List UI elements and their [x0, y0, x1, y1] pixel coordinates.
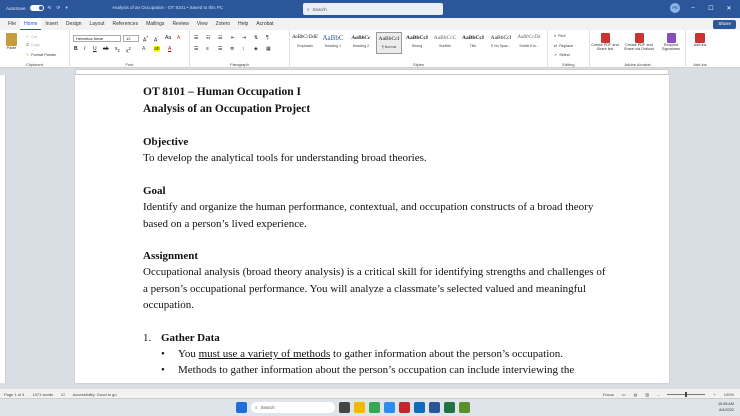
tab-layout[interactable]: Layout [89, 21, 105, 27]
replace-button[interactable]: ⇄ Replace [554, 43, 574, 48]
request-signatures-button[interactable]: Request Signatures [658, 33, 684, 51]
strikethrough-icon[interactable]: ab [103, 46, 109, 52]
clear-formatting-icon[interactable]: A [177, 35, 181, 41]
line-spacing-icon[interactable]: ↕ [242, 46, 245, 52]
scissors-icon: ✂ [26, 35, 30, 39]
list-item [143, 330, 613, 346]
style-heading-2[interactable]: AaBbCc Heading 2 [351, 35, 371, 48]
tab-acrobat[interactable]: Acrobat [256, 21, 274, 27]
tab-view[interactable]: View [196, 21, 208, 27]
status-bar [0, 388, 740, 398]
document-body[interactable] [143, 84, 613, 379]
subscript-icon[interactable]: $x_2$ [115, 46, 120, 53]
font-color-icon[interactable]: A [168, 46, 172, 52]
focus-button[interactable]: Focus [602, 391, 614, 397]
print-layout-icon[interactable]: ▤ [633, 391, 638, 397]
style-emphasis[interactable]: AaBbCcDdE Emphasis [292, 35, 318, 48]
excel-icon[interactable] [444, 402, 455, 413]
edge-icon[interactable] [384, 402, 395, 413]
pdf-outlook-icon [635, 33, 644, 43]
goal-text: Identify and organize the human performance, contextual, and occupation constructs of a broad theory based on a person’s lived experience. [143, 201, 594, 230]
objective-text: To develop the analytical tools for understanding broad theories. [143, 152, 427, 165]
shading-icon[interactable]: ◈ [254, 46, 258, 52]
step-heading: Gather Data [161, 331, 220, 344]
styles-label: Styles [413, 62, 424, 67]
align-left-icon[interactable]: ☰ [194, 46, 199, 52]
magnifier-icon: ⌕ [554, 34, 557, 38]
search-icon: ⌕ [255, 405, 258, 410]
taskbar-search[interactable]: ⌕ Search [251, 402, 335, 413]
clipboard-label: Clipboard [25, 62, 44, 67]
acrobat-group [590, 30, 686, 68]
word-count[interactable]: 1071 words [32, 392, 54, 397]
clipboard-group [0, 30, 70, 68]
grow-font-icon[interactable]: A^ [143, 35, 149, 44]
minimize-icon[interactable]: – [691, 5, 695, 11]
page-count[interactable]: Page 1 of 4 [4, 392, 25, 397]
web-layout-icon[interactable]: ▥ [645, 391, 650, 397]
autosave-label: AutoSave [6, 5, 26, 11]
sort-icon[interactable]: ⇅ [254, 35, 259, 41]
paste-button[interactable]: Paste [6, 33, 17, 50]
windows-taskbar [0, 398, 740, 416]
search-icon: ⌕ [307, 6, 310, 12]
bullet-text: You must use a variety of methods to gather information about the person’s occupation. [178, 348, 564, 361]
tab-references[interactable]: References [112, 21, 139, 27]
app-icon[interactable] [459, 402, 470, 413]
addins-group [686, 30, 714, 68]
chrome-icon[interactable] [369, 402, 380, 413]
search-box[interactable] [303, 3, 443, 15]
paragraph-group [190, 30, 290, 68]
file-explorer-icon[interactable] [354, 402, 365, 413]
bold-icon[interactable]: B [74, 46, 78, 52]
numbering-icon[interactable]: ☷ [206, 35, 211, 41]
proofing-icon[interactable]: ☑ [61, 392, 65, 397]
style-subtitle[interactable]: AaBbCcC Subtitle [433, 35, 457, 48]
avatar[interactable]: PB [670, 3, 680, 13]
increase-indent-icon[interactable]: ⇥ [242, 35, 247, 41]
assignment-heading: Assignment [143, 250, 199, 263]
tab-file[interactable]: File [8, 21, 17, 27]
decrease-indent-icon[interactable]: ⇤ [231, 35, 236, 41]
ribbon-tabs [0, 18, 740, 30]
assignment-text: Occupational analysis (broad theory analysis) is a critical skill for identifying strengths and challenges of a person’s occupational performance. You will analyze a classmate’s selected valued and meaningful occupation. [143, 266, 606, 312]
document-page[interactable] [75, 75, 669, 383]
addins-button[interactable]: Add-ins [688, 33, 712, 47]
style-subtle-emphasis[interactable]: AaBbCcDd Subtle Em... [517, 35, 541, 48]
share-button[interactable]: Share [713, 20, 736, 29]
font-label: Font [125, 62, 134, 67]
underline-icon[interactable]: U [93, 46, 97, 52]
copy-button[interactable]: ⧉ Copy [26, 43, 40, 47]
tab-mailings[interactable]: Mailings [146, 21, 165, 27]
replace-icon: ⇄ [554, 44, 558, 48]
justify-icon[interactable]: ≣ [230, 46, 235, 52]
style-heading-1[interactable]: AaBbC Heading 1 [322, 34, 344, 48]
signature-icon [667, 33, 676, 43]
style-title[interactable]: AaBbCcI Title [461, 35, 484, 48]
paragraph-label: Paragraph [230, 62, 249, 67]
align-center-icon[interactable]: ≡ [206, 46, 209, 52]
styles-group [290, 30, 548, 68]
italic-icon[interactable]: I [84, 46, 86, 52]
tab-review[interactable]: Review [172, 21, 189, 27]
bullet-icon: • [161, 364, 165, 377]
zoom-slider[interactable] [667, 394, 705, 395]
brush-icon: ✎ [26, 53, 30, 57]
quick-access-toolbar[interactable]: ⟲ ⟳ ▾ [47, 5, 70, 10]
bullets-icon[interactable]: ☰ [194, 35, 199, 41]
shrink-font-icon[interactable]: $A^ˇ$ [154, 35, 159, 44]
zoom-in-icon[interactable]: + [713, 391, 716, 397]
list-item [143, 362, 613, 378]
zoom-out-icon[interactable]: – [657, 391, 660, 397]
zoom-level[interactable]: 100% [723, 391, 734, 397]
acrobat-icon[interactable] [399, 402, 410, 413]
select-button[interactable]: ➚ Select [554, 52, 570, 57]
word-icon[interactable] [429, 402, 440, 413]
list-number: 1. [143, 331, 152, 344]
create-pdf-outlook-button[interactable]: Create PDF and Share via Outlook [621, 33, 657, 51]
list-item [143, 346, 613, 362]
format-painter-button[interactable]: ✎ Format Painter [26, 52, 57, 57]
title-bar [0, 0, 740, 18]
autosave-toggle[interactable] [30, 5, 44, 11]
maximize-icon[interactable]: ☐ [708, 5, 714, 12]
tab-zotero[interactable]: Zotero [215, 21, 231, 27]
text-effects-icon[interactable]: A [142, 46, 146, 52]
system-tray[interactable] [718, 401, 734, 413]
close-icon[interactable]: ✕ [726, 5, 732, 12]
addins-label: Add-ins [693, 62, 707, 67]
ribbon [0, 30, 740, 68]
show-formatting-icon[interactable]: ¶ [266, 35, 269, 41]
style-strong[interactable]: AaBbCcI Strong [405, 35, 428, 48]
vertical-ruler[interactable] [0, 75, 6, 383]
task-view-icon[interactable] [339, 402, 350, 413]
highlight-icon[interactable]: ab [154, 46, 160, 52]
create-pdf-share-link-button[interactable]: Create PDF and Share link [590, 33, 620, 51]
clock-time: 10:48 AM [717, 402, 734, 406]
multilevel-list-icon[interactable]: ☱ [218, 35, 223, 41]
paste-icon [6, 33, 17, 46]
document-title: Analysis of an Occupation - OT 8101 • Saved to this PC [112, 5, 224, 10]
addins-icon [695, 33, 705, 43]
accessibility-status[interactable]: Accessibility: Good to go [72, 392, 117, 397]
cut-button[interactable]: ✂ Cut [26, 34, 38, 39]
align-right-icon[interactable]: ☰ [218, 46, 223, 52]
font-size-select[interactable]: 12 [123, 35, 139, 42]
style-normal[interactable]: AaBbCcI ¶ Normal [376, 32, 402, 54]
doc-title-line-1: OT 8101 – Human Occupation I [143, 86, 301, 98]
acrobat-label: Adobe Acrobat [624, 62, 651, 67]
start-icon[interactable] [236, 402, 247, 413]
editing-label: Editing [562, 62, 575, 67]
copy-icon: ⧉ [26, 43, 29, 47]
objective-heading: Objective [143, 136, 189, 148]
bullet-text: Methods to gather information about the person’s occupation can include interviewing the [178, 364, 575, 377]
find-button[interactable]: ⌕ Find [554, 34, 566, 38]
change-case-icon[interactable]: Aa [165, 35, 172, 41]
tab-help[interactable]: Help [238, 21, 249, 27]
tab-insert[interactable]: Insert [45, 21, 58, 27]
outlook-icon[interactable] [414, 402, 425, 413]
pdf-icon [601, 33, 610, 43]
style-no-spacing[interactable]: AaBbCcI ¶ No Spac... [490, 35, 512, 48]
font-family-select[interactable]: Helvetica Neue [73, 35, 121, 42]
borders-icon[interactable]: ▦ [266, 46, 271, 52]
superscript-icon[interactable]: $x^2$ [126, 46, 131, 55]
doc-title-line-2: Analysis of an Occupation Project [143, 103, 311, 115]
editing-group [548, 30, 590, 68]
read-mode-icon[interactable]: ▭ [621, 391, 626, 397]
cursor-icon: ➚ [554, 53, 558, 57]
search-placeholder: Search [312, 6, 327, 12]
tab-design[interactable]: Design [65, 21, 82, 27]
tab-home[interactable]: Home [20, 18, 41, 30]
goal-heading: Goal [143, 184, 166, 197]
font-group [70, 30, 190, 68]
bullet-icon: • [161, 348, 165, 361]
clock-date: 8/4/2022 [719, 408, 734, 412]
